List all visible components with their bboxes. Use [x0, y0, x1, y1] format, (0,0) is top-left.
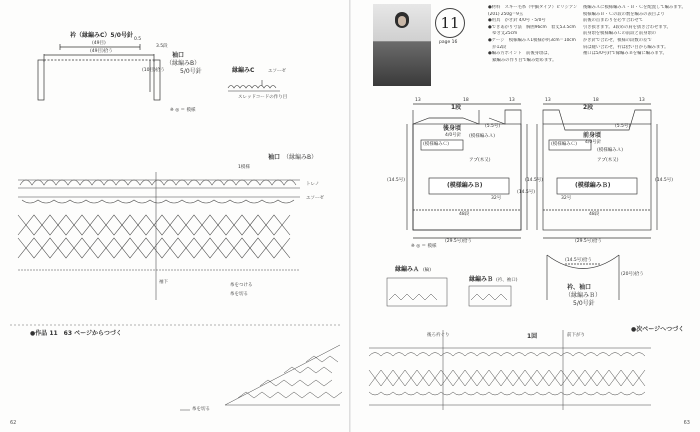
- back-dim-bottom-a: 48段: [459, 212, 470, 217]
- left-page: [0, 0, 349, 432]
- back-body-needle: 4/0号針: [445, 133, 462, 138]
- front-pattern-c: (模様編みＣ): [551, 142, 578, 147]
- right-continue-note: ●次ページへつづく: [631, 326, 685, 333]
- note-line: ●ゲージ 模様編みＡ1模様が約3cm＝10cm: [488, 37, 576, 43]
- arrow-note-attach: 糸をつける: [230, 283, 253, 288]
- front-dim-top-mid: 18: [593, 98, 599, 103]
- cuff-note-right: (10目)拾う: [142, 68, 165, 73]
- back-pattern-a: (模様編みＡ): [469, 134, 496, 139]
- cuff-right-post: [154, 60, 160, 100]
- sleeve-chart-label-b: エソーゼ: [306, 196, 324, 201]
- front-body-title: 前身頃: [583, 132, 602, 139]
- edge-a-label: 縁編みＡ: [395, 266, 420, 273]
- cuff-dim-bottom: (49目)拾う: [90, 49, 113, 54]
- back-dim-side-left: (14.5号): [387, 178, 406, 183]
- right-page-drawings: [351, 0, 700, 432]
- neck-title: 衿、袖口: [567, 284, 592, 291]
- sleeve-chart-label-a: トレノ: [306, 182, 320, 187]
- edge-c-title: 縁編みC: [232, 67, 255, 74]
- sleeve-chart-title: 袖口: [268, 154, 281, 161]
- edge-c-caption: スレッドコードの作り目: [238, 95, 288, 100]
- front-body-needle: 4/0号針: [585, 140, 602, 145]
- front-dim-bottom-b: (29.5号)拾う: [575, 239, 603, 244]
- bottom-arrow-note: 糸を切る: [192, 407, 210, 412]
- cuff-dim-top: (49目): [92, 41, 106, 46]
- front-pattern-a: (模様編みＡ): [597, 148, 624, 153]
- chart-label-left: 後ろ衿ぐり: [427, 333, 450, 338]
- edge-c-stitch: エソーゼ: [268, 69, 286, 74]
- note-line: ●できあがり寸法 胸囲96cm 着丈53.5cm: [488, 24, 576, 30]
- cuff-side-right: 3.5段: [156, 44, 168, 49]
- front-dim-top-outer: 13: [545, 98, 551, 103]
- front-dim-mid: 32号: [561, 196, 572, 201]
- project-number-badge: 11: [435, 8, 465, 38]
- left-legend: ※ ◎ ＝ 模様: [170, 108, 196, 113]
- sleeve-label-sub: （縁編みB）: [166, 60, 201, 67]
- front-dim-side-left: (14.5号): [517, 190, 536, 195]
- neck-lace-chart: [369, 330, 651, 410]
- intro-line: 模様編みＢ・Ｃの段の数を編みの表目より: [583, 11, 665, 17]
- intro-line: 引き抜きます。3段めの肩を抜き合わせます。: [583, 24, 671, 30]
- front-row-label: 2段: [583, 104, 594, 111]
- edge-b-label: 縁編みＢ: [469, 276, 494, 283]
- back-row-label: 1段: [451, 104, 462, 111]
- front-dim-shoulder: (5.5号): [615, 124, 631, 129]
- note-line: 鎖編みの作り目で編み始めます。: [488, 57, 557, 63]
- back-dim-top-inner: 13: [509, 98, 515, 103]
- arrow-note-cut: 糸を切る: [230, 292, 248, 297]
- neck-dim-right: (20号)拾う: [621, 272, 644, 277]
- back-dim-side-right: (14.5号): [525, 178, 544, 183]
- back-dim-top-mid: 18: [463, 98, 469, 103]
- cuff-title: 衿（縁編みC）5/0号針: [70, 32, 133, 39]
- cuff-side-left: 0.5: [134, 37, 142, 42]
- sleeve-chart-repeat: 1模様: [238, 165, 250, 170]
- neck-dim-top: (14.5号)拾う: [565, 258, 593, 263]
- note-line: ゆき丈25cm: [488, 31, 518, 37]
- neck-needle: 5/0号針: [573, 300, 595, 307]
- front-dim-top-inner: 13: [639, 98, 645, 103]
- right-legend: ※ ◎ ＝ 模様: [411, 244, 437, 249]
- sleeve-chart-sub: （縁編みB）: [283, 154, 318, 161]
- back-dim-top-outer: 13: [415, 98, 421, 103]
- sleeve-label-title: 袖口: [172, 52, 185, 59]
- intro-line: 肩は縫い合わせ，衿は拾い目から編みます。: [583, 44, 669, 50]
- back-dim-mid: 32号: [491, 196, 502, 201]
- back-pattern-b: (模様編みＢ): [447, 182, 483, 189]
- left-page-number: 62: [10, 420, 17, 426]
- back-dim-bottom-b: (29.5号)拾う: [445, 239, 473, 244]
- back-dim-shoulder: (5.5号): [485, 124, 501, 129]
- note-line: ●用具 かぎ針 4/0号・5/0号: [488, 18, 546, 24]
- front-dim-bottom-a: 48段: [589, 212, 600, 217]
- sleeve-chart-center: 袖下: [159, 280, 168, 285]
- shaping-chart: [180, 345, 342, 410]
- chart-label-right: 前下がり: [567, 333, 585, 338]
- note-line: が12段: [488, 44, 507, 50]
- sleeve-label-needle: 5/0号針: [180, 68, 202, 75]
- intro-line: 袖口は5/0号針で縁編みＢを輪に編みます。: [583, 51, 667, 57]
- back-body-diagram: [407, 104, 527, 238]
- note-line: ●編み方ポイント 前後身頃は、: [488, 51, 552, 57]
- chart-label-center: 1回: [527, 333, 538, 340]
- edge-c-chain: [228, 80, 280, 91]
- intro-line: 前身頃を模様編みＣの前段と前身頃の: [583, 31, 657, 37]
- intro-line: 後編みＡに模様編みＡ・Ｂ・Ｃを配置して編みます。: [583, 5, 686, 10]
- back-pattern-c: (模様編みＣ): [423, 142, 450, 147]
- intro-line: 前後の首まわりを必ず合わせて: [583, 18, 644, 24]
- right-page-number: 63: [683, 420, 690, 426]
- front-armhole: アプ(木又): [597, 158, 619, 163]
- front-pattern-b: (模様編みＢ): [575, 182, 611, 189]
- edge-a-note: (輪): [423, 268, 432, 273]
- right-page: [351, 0, 700, 432]
- back-body-title: 後身頃: [443, 125, 462, 132]
- note-line: (201) 250g＝9玉: [488, 11, 524, 17]
- back-armhole: アプ(木又): [469, 158, 491, 163]
- intro-line: かぎ針で合わせ，模様の段数の差で: [583, 37, 652, 43]
- note-line: ●材料 スキー毛糸（中細タイプ）ピリジアン: [488, 5, 578, 10]
- cuff-left-post: [38, 60, 44, 100]
- front-dim-side-right: (14.5号): [655, 178, 674, 183]
- neck-sub: （縁編みＢ）: [565, 292, 602, 299]
- front-body-diagram: [537, 104, 657, 238]
- edge-b-note: (衿、袖口): [496, 278, 518, 283]
- left-continue-note: ●作品 11 63 ページからつづく: [30, 330, 122, 337]
- page-reference: page 16: [439, 40, 458, 45]
